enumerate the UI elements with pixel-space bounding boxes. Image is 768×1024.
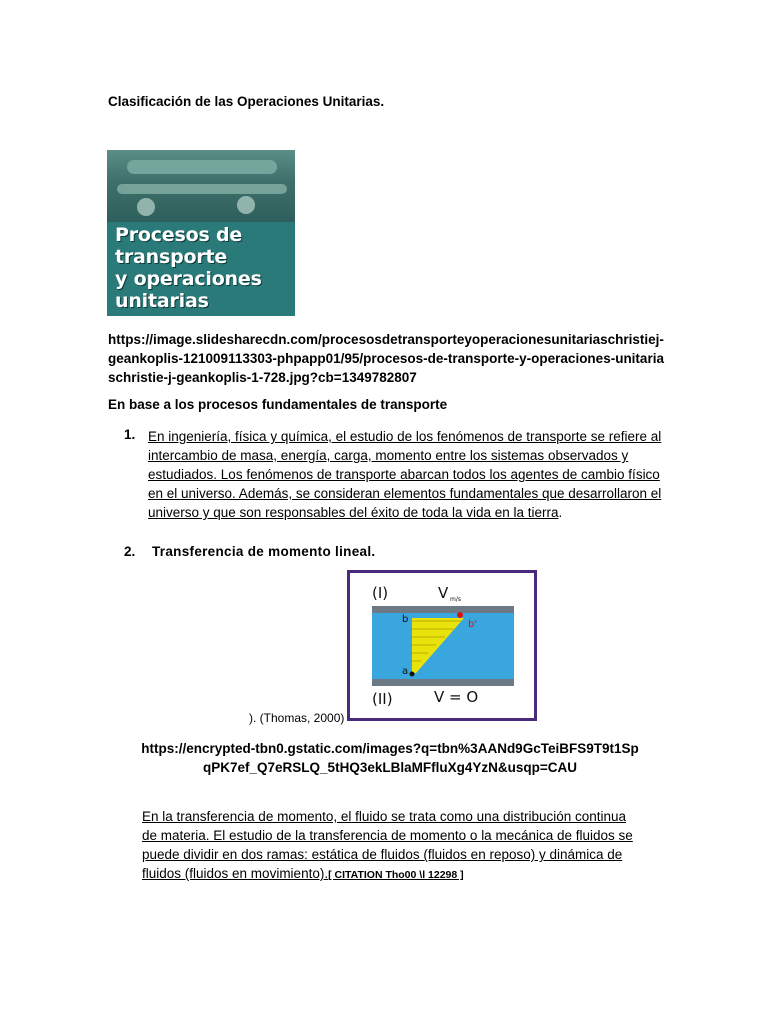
label-bottom: (II) [372,690,393,708]
list-item-number: 1. [124,427,136,442]
paragraph-text: En la transferencia de momento, el fluido se trata como una distribución continua de materia. El estudio de la transferencia de momento o la mecánica de fluidos se puede dividir en dos ramas: estática de fluidos (fluidos en reposo) y dinámica de fluidos (fluidos en movimiento). [142,809,633,881]
list-item-2-text: Transferencia de momento lineal. [152,544,376,559]
book-cover-image [107,150,295,316]
citation-field: [ CITATION Tho00 \l 12298 ] [328,869,464,881]
cover-valve [237,196,255,214]
cover-title-line: transporte [115,246,228,268]
image-source-url-1: https://image.slidesharecdn.com/procesosdetransporteyoperacionesunitariaschristiej-geankoplis-121009113303-phpapp01/95/procesos-de-transporte-y-operaciones-unitariaschristie-j-geankoplis-1-728.jpg?cb=1349782807 [108,332,664,385]
list-item-1-link: En ingeniería, física y química, el estudio de los fenómenos de transporte se refiere al intercambio de masa, energía, carga, momento entre los sistemas observados y estudiados. Los fenómenos de transporte abarcan todos los agentes de cambio físico en el universo. Además, se consideran elementos fundamentales que desarrollaron el universo y que son responsables del éxito de toda la vida en la tierra [148,429,662,520]
cover-title-line: y operaciones [115,268,262,290]
velocity-top-units: m/s [450,596,461,603]
momentum-transfer-figure [347,570,537,721]
velocity-bottom-label: V = O [434,688,479,706]
point-b-prime-dot [457,612,463,618]
momentum-diagram [350,573,534,718]
figure-citation: ). (Thomas, 2000) [249,711,345,725]
cover-pipe [127,160,277,174]
point-b-label: b [402,614,409,625]
label-top: (I) [372,584,389,602]
subheading: En base a los procesos fundamentales de transporte [108,397,448,412]
velocity-top-label: V [438,584,449,602]
list-item-number: 2. [124,544,136,559]
point-a-label: a [402,666,409,677]
paragraph-momentum-transfer [142,807,642,885]
cover-title-line: Procesos de [115,224,243,246]
cover-title [115,224,291,312]
point-b-prime-label: b' [468,619,478,630]
cover-valve [137,198,155,216]
cover-title-line: unitarias [115,290,209,312]
image-source-url-2: https://encrypted-tbn0.gstatic.com/images?q=tbn%3AANd9GcTeiBFS9T9t1SpqPK7ef_Q7eRSLQ_5tHQ3ekLBlaMFfluXg4YzN&usqp=CAU [141,741,639,775]
point-a-dot [410,672,415,677]
list-item-1-text [148,427,663,522]
page-heading: Clasificación de las Operaciones Unitarias. [108,94,385,109]
list-item-1-period: . [558,505,563,520]
top-plate [372,606,514,613]
bottom-plate [372,679,514,686]
cover-pipe [117,184,287,194]
